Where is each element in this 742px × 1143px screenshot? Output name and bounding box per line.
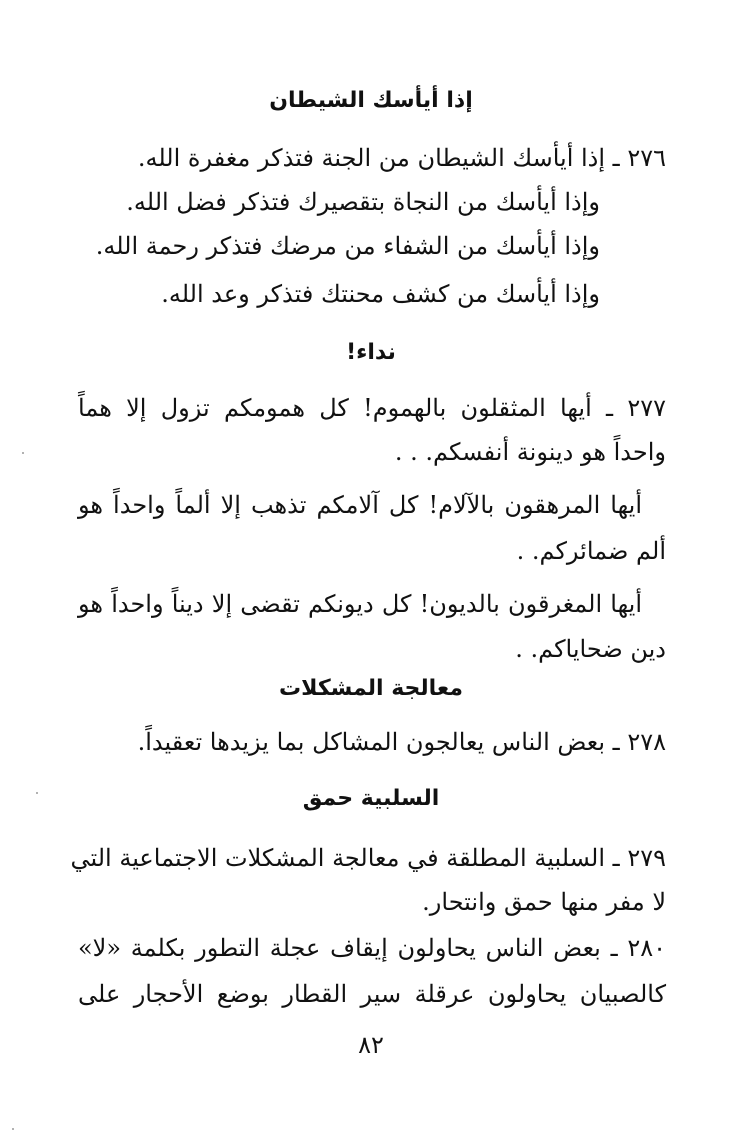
page-number: ٨٢	[358, 1031, 384, 1059]
scan-speck	[36, 792, 38, 794]
paragraph-line: وإذا أيأسك من الشفاء من مرضك فتذكر رحمة الله.	[95, 232, 600, 260]
scan-speck	[22, 452, 24, 454]
paragraph-line: ٢٧٧ ـ أيها المثقلون بالهموم! كل همومكم تزول إلا هماً	[78, 394, 666, 422]
scan-speck	[12, 1128, 14, 1130]
paragraph-line: أيها المغرقون بالديون! كل ديونكم تقضى إلا ديناً واحداً هو	[78, 590, 642, 618]
section-heading-negativity: السلبية حمق	[302, 786, 440, 811]
paragraph-line: ٢٧٨ ـ بعض الناس يعالجون المشاكل بما يزيدها تعقيداً.	[137, 728, 666, 756]
section-heading-call: نداء!	[346, 340, 396, 365]
section-heading-problem-solving: معالجة المشكلات	[279, 676, 463, 701]
paragraph-line: وإذا أيأسك من كشف محنتك فتذكر وعد الله.	[161, 280, 600, 308]
paragraph-line: ٢٧٦ ـ إذا أيأسك الشيطان من الجنة فتذكر مغفرة الله.	[137, 144, 666, 172]
paragraph-line: واحداً هو دينونة أنفسكم. . .	[394, 438, 666, 466]
paragraph-line: وإذا أيأسك من النجاة بتقصيرك فتذكر فضل الله.	[126, 188, 600, 216]
paragraph-line: ٢٧٩ ـ السلبية المطلقة في معالجة المشكلات الاجتماعية التي	[70, 844, 666, 872]
paragraph-line: دين ضحاياكم. .	[515, 635, 666, 663]
paragraph-line: ٢٨٠ ـ بعض الناس يحاولون إيقاف عجلة التطور بكلمة «لا»	[78, 934, 666, 962]
section-heading-satan-despair: إذا أيأسك الشيطان	[269, 88, 473, 113]
paragraph-line: ألم ضمائركم. .	[516, 537, 666, 565]
paragraph-line: أيها المرهقون بالآلام! كل آلامكم تذهب إلا ألماً واحداً هو	[78, 491, 642, 519]
paragraph-line: لا مفر منها حمق وانتحار.	[422, 888, 666, 916]
paragraph-line: كالصبيان يحاولون عرقلة سير القطار بوضع الأحجار على	[78, 980, 666, 1008]
